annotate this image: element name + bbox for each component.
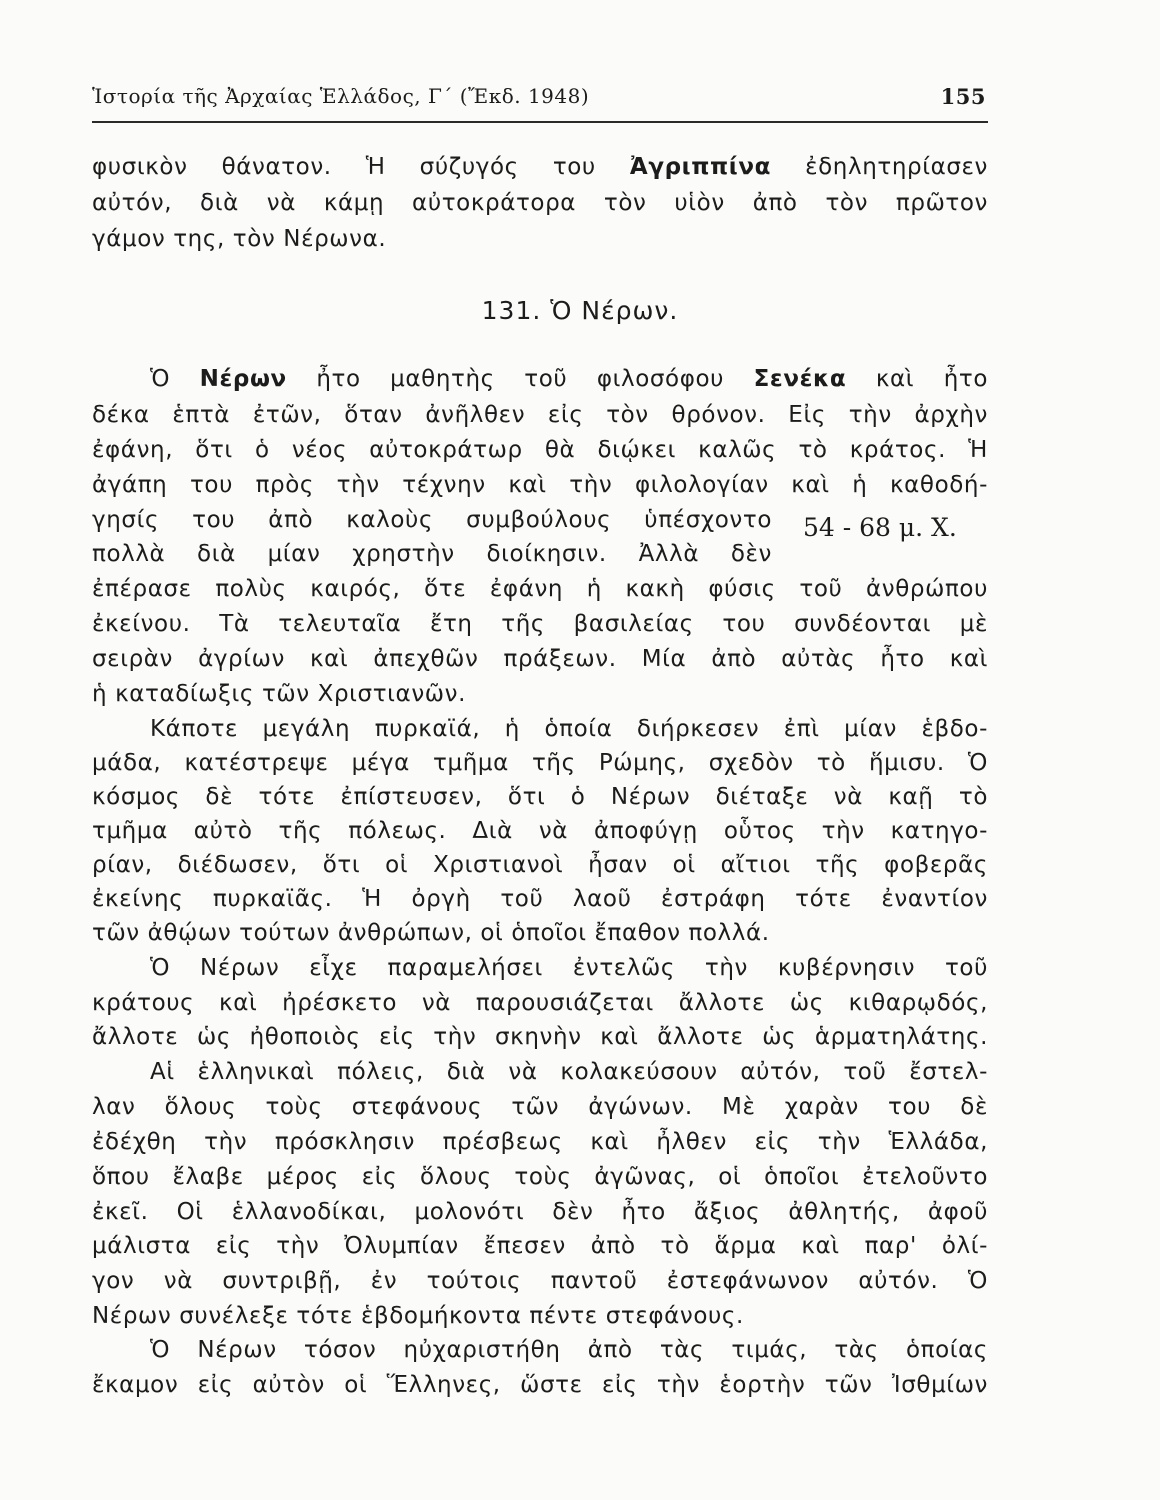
- text-run: Ὁ: [150, 366, 200, 392]
- text-run: φυσικὸν θάνατον. Ἡ σύζυγός του: [92, 154, 630, 180]
- text-line: ἐκείνης πυρκαϊᾶς. Ἡ ὀργὴ τοῦ λαοῦ ἐστράφη τότε ἐναντίον: [92, 886, 988, 912]
- text-line: ἐφάνη, ὅτι ὁ νέος αὐτοκράτωρ θὰ διῴκει καλῶς τὸ κράτος. Ἡ: [92, 437, 988, 463]
- text-run: ἦτο μαθητὴς τοῦ φιλοσόφου: [286, 366, 754, 392]
- text-line: ρίαν, διέδωσεν, ὅτι οἱ Χριστιανοὶ ἦσαν οἱ αἴτιοι τῆς φοβερᾶς: [92, 852, 988, 878]
- header-rule: [92, 121, 988, 123]
- text-line: Ὁ Νέρων τόσον ηὐχαριστήθη ἀπὸ τὰς τιμάς, τὰς ὁποίας: [150, 1337, 988, 1363]
- page-number: 155: [940, 84, 986, 109]
- text-line: ἐπέρασε πολὺς καιρός, ὅτε ἐφάνη ἡ κακὴ φύσις τοῦ ἀνθρώπου: [92, 576, 988, 602]
- text-line: γησίς του ἀπὸ καλοὺς συμβούλους ὑπέσχοντο: [92, 507, 772, 533]
- text-line: δέκα ἑπτὰ ἐτῶν, ὅταν ἀνῆλθεν εἰς τὸν θρόνον. Εἰς τὴν ἀρχὴν: [92, 402, 988, 428]
- text-line: κράτους καὶ ἠρέσκετο νὰ παρουσιάζεται ἄλλοτε ὡς κιθαρῳδός,: [92, 990, 988, 1016]
- text-line: τῶν ἀθῴων τούτων ἀνθρώπων, οἱ ὁποῖοι ἔπαθον πολλά.: [92, 920, 770, 946]
- text-line: ἐκείνου. Τὰ τελευταῖα ἔτη τῆς βασιλείας του συνδέονται μὲ: [92, 611, 988, 637]
- section-heading: 131. Ὁ Νέρων.: [481, 296, 679, 325]
- text-line: μάλιστα εἰς τὴν Ὀλυμπίαν ἔπεσεν ἀπὸ τὸ ἅρμα καὶ παρ' ὀλί-: [92, 1233, 988, 1259]
- text-line: κόσμος δὲ τότε ἐπίστευσεν, ὅτι ὁ Νέρων διέταξε νὰ καῇ τὸ: [92, 784, 988, 810]
- text-line: ἄλλοτε ὡς ἠθοποιὸς εἰς τὴν σκηνὴν καὶ ἄλλοτε ὡς ἁρματηλάτης.: [92, 1024, 988, 1050]
- text-line: πολλὰ διὰ μίαν χρηστὴν διοίκησιν. Ἀλλὰ δὲν: [92, 541, 772, 567]
- text-line: μάδα, κατέστρεψε μέγα τμῆμα τῆς Ρώμης, σχεδὸν τὸ ἥμισυ. Ὁ: [92, 750, 988, 776]
- text-run: καὶ ἦτο: [846, 366, 988, 392]
- text-line: ὅπου ἔλαβε μέρος εἰς ὅλους τοὺς ἀγῶνας, οἱ ὁποῖοι ἐτελοῦντο: [92, 1164, 988, 1190]
- emphasized-name: Σενέκα: [753, 366, 847, 392]
- running-head: [92, 84, 988, 120]
- emphasized-name: Ἀγριππίνα: [629, 154, 772, 180]
- text-line: γον νὰ συντριβῇ, ἐν τούτοις παντοῦ ἐστεφάνωνον αὐτόν. Ὁ: [92, 1268, 988, 1294]
- text-line: σειρὰν ἀγρίων καὶ ἀπεχθῶν πράξεων. Μία ἀπὸ αὐτὰς ἦτο καὶ: [92, 646, 988, 672]
- text-line: Κάποτε μεγάλη πυρκαϊά, ἡ ὁποία διήρκεσεν ἐπὶ μίαν ἑβδο-: [150, 716, 988, 742]
- text-run: ἐδηλητηρίασεν: [771, 154, 988, 180]
- text-line: ἀγάπη του πρὸς τὴν τέχνην καὶ τὴν φιλολογίαν καὶ ἡ καθοδή-: [92, 472, 988, 498]
- text-line: τμῆμα αὐτὸ τῆς πόλεως. Διὰ νὰ ἀποφύγῃ οὗτος τὴν κατηγο-: [92, 818, 988, 844]
- emphasized-name: Νέρων: [199, 366, 287, 392]
- text-line: Νέρων συνέλεξε τότε ἑβδομήκοντα πέντε στεφάνους.: [92, 1303, 744, 1329]
- text-line: γάμον της, τὸν Νέρωνα.: [92, 226, 387, 252]
- text-line: ἔκαμον εἰς αὐτὸν οἱ Ἕλληνες, ὥστε εἰς τὴν ἑορτὴν τῶν Ἰσθμίων: [92, 1372, 988, 1398]
- running-head-title: Ἱστορία τῆς Ἀρχαίας Ἑλλάδος, Γ΄ (Ἔκδ. 1948): [92, 84, 590, 108]
- text-line: Αἱ ἑλληνικαὶ πόλεις, διὰ νὰ κολακεύσουν αὐτόν, τοῦ ἔστελ-: [150, 1059, 988, 1085]
- text-line: Ὁ Νέρων εἶχε παραμελήσει ἐντελῶς τὴν κυβέρνησιν τοῦ: [150, 955, 988, 981]
- text-line: αὐτόν, διὰ νὰ κάμῃ αὐτοκράτορα τὸν υἱὸν ἀπὸ τὸν πρῶτον: [92, 190, 988, 216]
- margin-date-note: 54 - 68 μ. Χ.: [803, 513, 957, 542]
- text-line: λαν ὅλους τοὺς στεφάνους τῶν ἀγώνων. Μὲ χαρὰν του δὲ: [92, 1094, 988, 1120]
- text-line: ἡ καταδίωξις τῶν Χριστιανῶν.: [92, 681, 466, 707]
- text-line: ἐδέχθη τὴν πρόσκλησιν πρέσβεως καὶ ἦλθεν εἰς τὴν Ἑλλάδα,: [92, 1129, 988, 1155]
- text-line: ἐκεῖ. Οἱ ἑλλανοδίκαι, μολονότι δὲν ἦτο ἄξιος ἀθλητής, ἀφοῦ: [92, 1199, 988, 1225]
- text-line: [92, 150, 988, 184]
- text-line: [92, 362, 988, 396]
